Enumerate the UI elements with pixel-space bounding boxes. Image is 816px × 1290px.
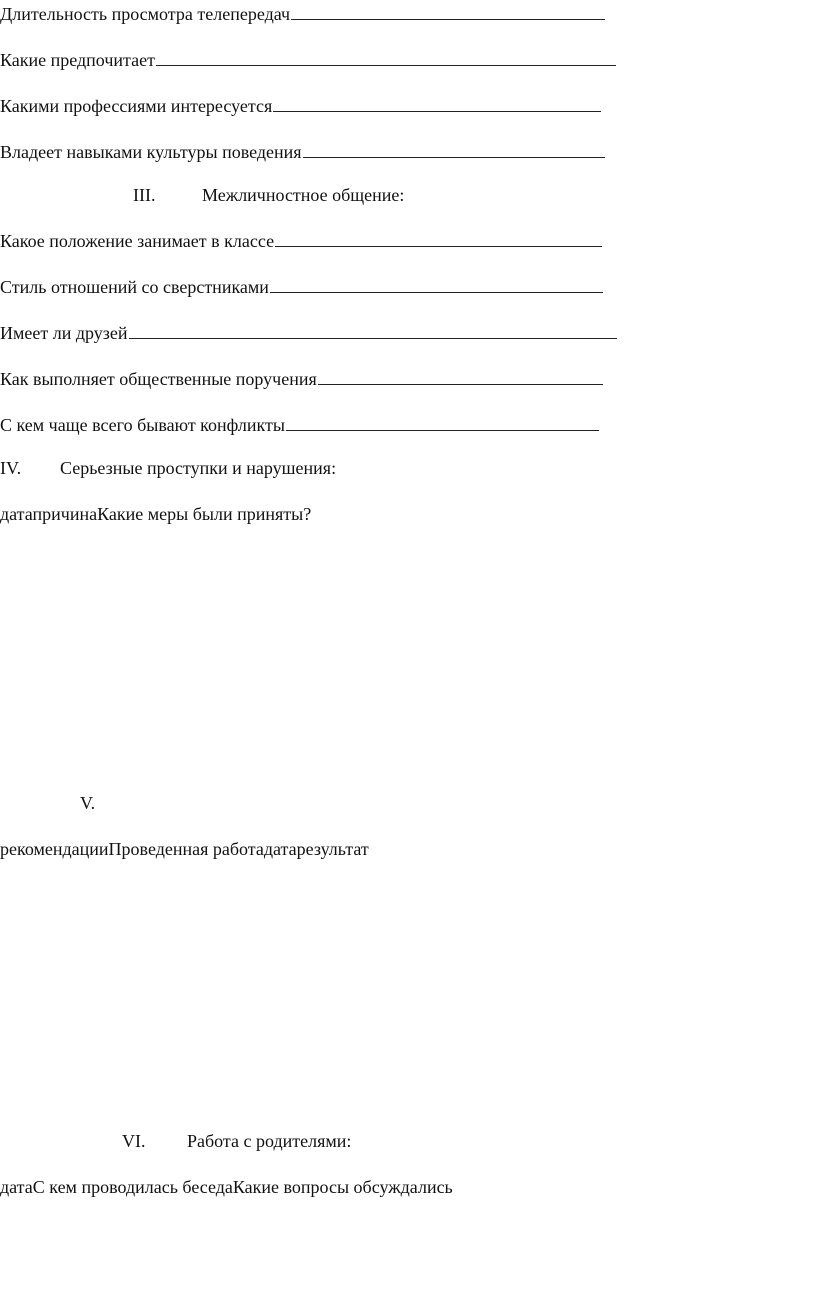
field-friends (0, 322, 617, 344)
field-professions (0, 95, 601, 117)
section6-title: Работа с родителями: (187, 1131, 352, 1151)
header-cell: рекомендации (0, 839, 109, 859)
field-class-position (0, 230, 602, 252)
header-cell: Какие вопросы обсуждались (232, 1177, 453, 1197)
header-cell: Какие меры были приняты? (97, 504, 312, 524)
section3-title: Межличностное общение: (202, 185, 405, 205)
section5-number: V. (80, 793, 96, 813)
field-conflicts (0, 414, 599, 436)
section5-table-header (0, 838, 369, 860)
field-public-duties (0, 368, 603, 390)
fill-line[interactable] (318, 383, 603, 385)
field-label: Длительность просмотра телепередач (0, 4, 291, 24)
field-behavior-culture (0, 141, 605, 163)
section3-number: III. (133, 185, 156, 205)
fill-line[interactable] (275, 245, 602, 247)
fill-line[interactable] (129, 337, 617, 339)
section4-number: IV. (0, 458, 22, 478)
field-label: Имеет ли друзей (0, 323, 128, 343)
header-cell: результат (296, 839, 369, 859)
fill-line[interactable] (286, 429, 599, 431)
field-label: Какое положение занимает в классе (0, 231, 275, 251)
field-tv-duration (0, 3, 605, 25)
header-cell: причина (32, 504, 98, 524)
section4-table-header (0, 503, 311, 525)
fill-line[interactable] (270, 291, 603, 293)
field-preferences (0, 49, 616, 71)
header-cell: Проведенная работа (108, 839, 264, 859)
header-cell: дата (263, 839, 297, 859)
field-peer-relations (0, 276, 603, 298)
header-cell: дата (0, 504, 33, 524)
field-label: Стиль отношений со сверстниками (0, 277, 269, 297)
fill-line[interactable] (291, 18, 605, 20)
fill-line[interactable] (303, 156, 605, 158)
section6-table-header (0, 1176, 453, 1198)
header-cell: дата (0, 1177, 33, 1197)
header-cell: С кем проводилась беседа (32, 1177, 233, 1197)
section4-title: Серьезные проступки и нарушения: (60, 458, 337, 478)
field-label: Какими профессиями интересуется (0, 96, 273, 116)
section6-number: VI. (122, 1131, 146, 1151)
field-label: Как выполняет общественные поручения (0, 369, 317, 389)
field-label: С кем чаще всего бывают конфликты (0, 415, 285, 435)
field-label: Владеет навыками культуры поведения (0, 142, 302, 162)
fill-line[interactable] (156, 64, 616, 66)
field-label: Какие предпочитает (0, 50, 155, 70)
fill-line[interactable] (273, 110, 601, 112)
